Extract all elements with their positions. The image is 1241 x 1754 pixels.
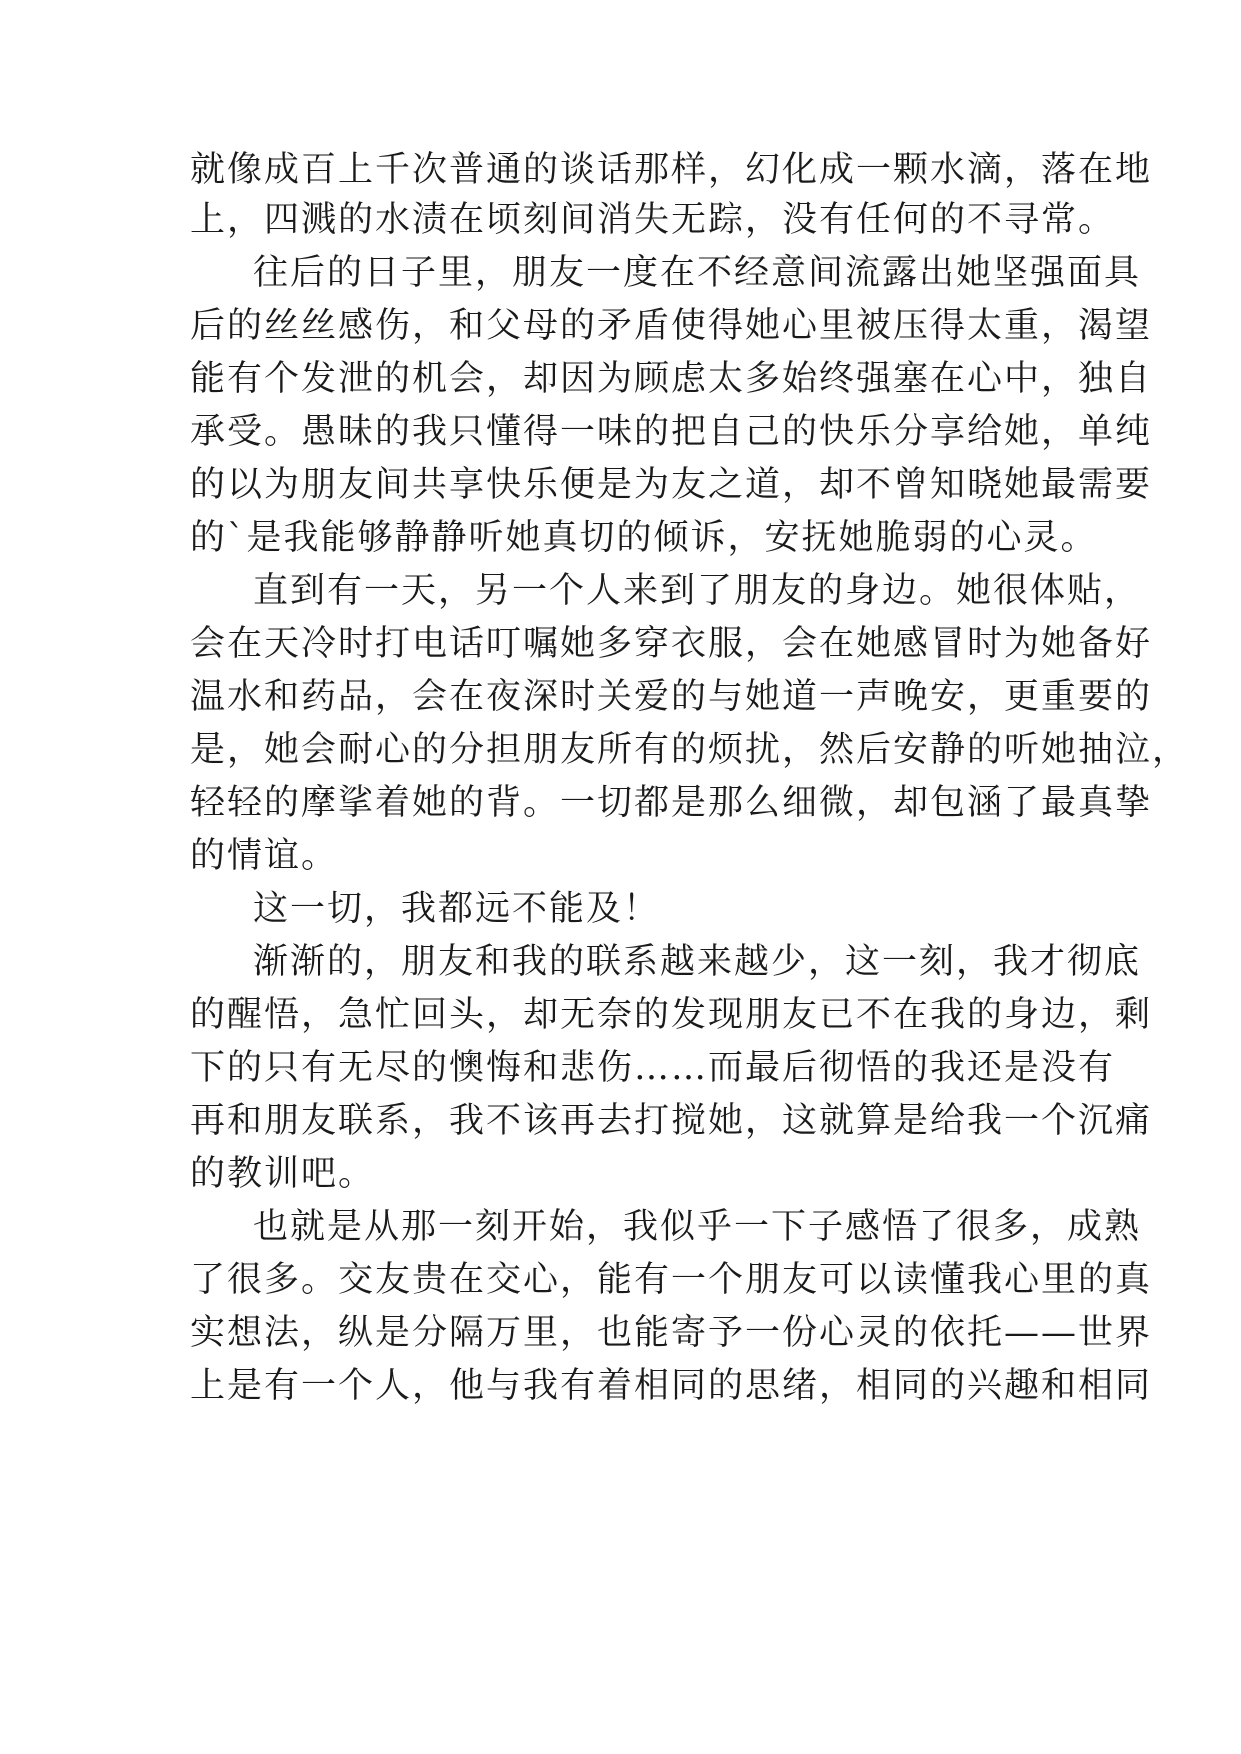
paragraph-first-line: 直到有一天，另一个人来到了朋友的身边。她很体贴， [253,571,1142,611]
text-line: 实想法，纵是分隔万里，也能寄予一份心灵的依托——世界 [190,1313,1153,1353]
text-line: 下的只有无尽的懊悔和悲伤……而最后彻悟的我还是没有 [190,1048,1116,1088]
text-line: 就像成百上千次普通的谈话那样，幻化成一颗水滴，落在地 [190,150,1153,190]
text-line: 是，她会耐心的分担朋友所有的烦扰，然后安静的听她抽泣， [190,730,1190,770]
text-line: 的情谊。 [190,836,339,876]
text-line: 温水和药品，会在夜深时关爱的与她道一声晚安，更重要的 [190,677,1153,717]
text-line: 能有个发泄的机会，却因为顾虑太多始终强塞在心中，独自 [190,359,1153,399]
text-line: 再和朋友联系，我不该再去打搅她，这就算是给我一个沉痛 [190,1101,1153,1141]
paragraph-first-line: 也就是从那一刻开始，我似乎一下子感悟了很多，成熟 [253,1207,1142,1247]
text-line: 的以为朋友间共享快乐便是为友之道，却不曾知晓她最需要 [190,465,1153,505]
paragraph-first-line: 往后的日子里，朋友一度在不经意间流露出她坚强面具 [253,253,1142,293]
text-line: 承受。愚昧的我只懂得一味的把自己的快乐分享给她，单纯 [190,412,1153,452]
text-line: 的`是我能够静静听她真切的倾诉，安抚她脆弱的心灵。 [190,518,1098,558]
text-line: 上是有一个人，他与我有着相同的思绪，相同的兴趣和相同 [190,1366,1153,1406]
text-line: 会在天冷时打电话叮嘱她多穿衣服，会在她感冒时为她备好 [190,624,1153,664]
paragraph-first-line: 这一切，我都远不能及！ [253,889,661,929]
text-line: 上，四溅的水渍在顷刻间消失无踪，没有任何的不寻常。 [190,200,1116,240]
text-line: 的教训吧。 [190,1154,376,1194]
text-line: 的醒悟，急忙回头，却无奈的发现朋友已不在我的身边，剩 [190,995,1153,1035]
text-line: 了很多。交友贵在交心，能有一个朋友可以读懂我心里的真 [190,1260,1153,1300]
paragraph-first-line: 渐渐的，朋友和我的联系越来越少，这一刻，我才彻底 [253,942,1142,982]
text-line: 轻轻的摩挲着她的背。一切都是那么细微，却包涵了最真挚 [190,783,1153,823]
text-line: 后的丝丝感伤，和父母的矛盾使得她心里被压得太重，渴望 [190,306,1153,346]
